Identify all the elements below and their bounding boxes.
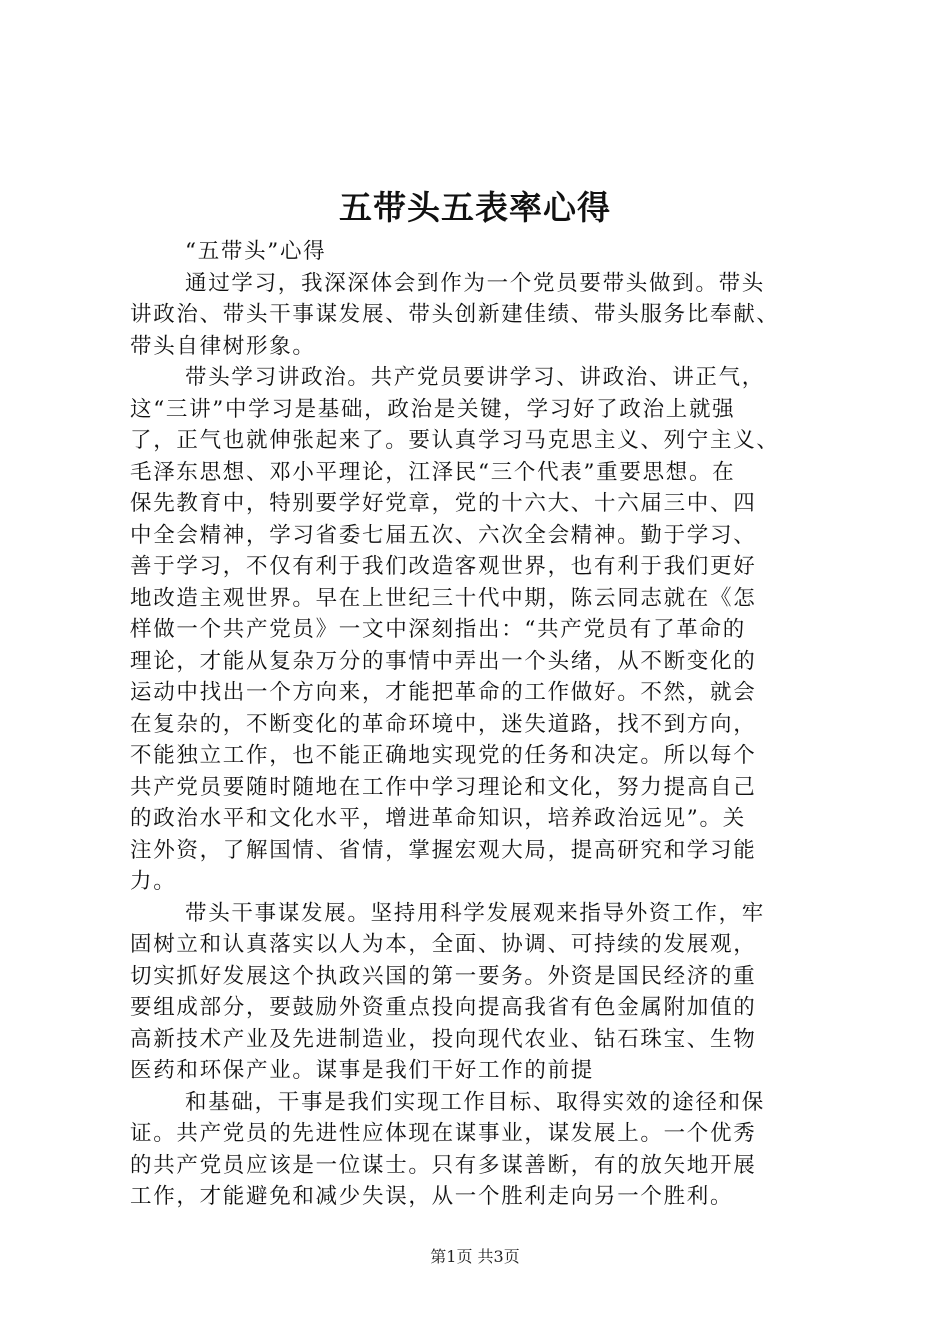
body-line: 保先教育中，特别要学好党章，党的十六大、十六届三中、四 bbox=[130, 491, 757, 516]
body-line: 带头干事谋发展。坚持用科学发展观来指导外资工作，牢 bbox=[185, 900, 766, 926]
body-line: 讲政治、带头干事谋发展、带头创新建佳绩、带头服务比奉献、 bbox=[130, 302, 780, 327]
body-line: 的共产党员应该是一位谋士。只有多谋善断，有的放矢地开展 bbox=[130, 1152, 757, 1178]
body-line: 善于学习，不仅有利于我们改造客观世界，也有利于我们更好 bbox=[130, 554, 757, 579]
body-line: 工作，才能避免和减少失误，从一个胜利走向另一个胜利。 bbox=[130, 1184, 734, 1209]
body-line: 在复杂的，不断变化的革命环境中，迷失道路，找不到方向， bbox=[130, 711, 757, 737]
body-line: “五带头”心得 bbox=[185, 239, 327, 264]
body-line: 证。共产党员的先进性应体现在谋事业，谋发展上。一个优秀 bbox=[130, 1121, 757, 1146]
body-line: 共产党员要随时随地在工作中学习理论和文化，努力提高自己 bbox=[130, 774, 757, 800]
body-line: 运动中找出一个方向来，才能把革命的工作做好。不然，就会 bbox=[130, 680, 757, 705]
body-line: 带头学习讲政治。共产党员要讲学习、讲政治、讲正气， bbox=[185, 365, 766, 390]
body-line: 医药和环保产业。谋事是我们干好工作的前提 bbox=[130, 1058, 595, 1083]
document-title: 五带头五表率心得 bbox=[339, 188, 611, 227]
body-line: 要组成部分，要鼓励外资重点投向提高我省有色金属附加值的 bbox=[130, 995, 757, 1020]
body-line: 固树立和认真落实以人为本，全面、协调、可持续的发展观， bbox=[130, 932, 757, 957]
page-footer: 第1页 共3页 bbox=[430, 1247, 520, 1266]
body-line: 了，正气也就伸张起来了。要认真学习马克思主义、列宁主义、 bbox=[130, 428, 780, 453]
body-line: 毛泽东思想、邓小平理论，江泽民“三个代表”重要思想。在 bbox=[130, 459, 736, 485]
body-line: 带头自律树形象。 bbox=[130, 333, 316, 359]
body-line: 这“三讲”中学习是基础，政治是关键，学习好了政治上就强 bbox=[130, 396, 736, 422]
document-body bbox=[130, 236, 830, 1213]
body-line: 注外资，了解国情、省情，掌握宏观大局，提高研究和学习能 bbox=[130, 837, 757, 863]
body-line: 切实抓好发展这个执政兴国的第一要务。外资是国民经济的重 bbox=[130, 963, 757, 989]
body-line: 的政治水平和文化水平，增进革命知识，培养政治远见”。关 bbox=[130, 806, 746, 831]
body-line: 和基础，干事是我们实现工作目标、取得实效的途径和保 bbox=[185, 1089, 766, 1115]
body-line: 通过学习，我深深体会到作为一个党员要带头做到。带头 bbox=[185, 270, 766, 296]
body-line: 高新技术产业及先进制造业，投向现代农业、钻石珠宝、生物 bbox=[130, 1026, 757, 1052]
body-line: 力。 bbox=[130, 869, 177, 894]
body-line: 理论，才能从复杂万分的事情中弄出一个头绪，从不断变化的 bbox=[130, 648, 757, 674]
body-line: 中全会精神，学习省委七届五次、六次全会精神。勤于学习、 bbox=[130, 522, 757, 548]
body-line: 地改造主观世界。早在上世纪三十代中期，陈云同志就在《怎 bbox=[130, 585, 757, 611]
body-line: 样做一个共产党员》一文中深刻指出：“共产党员有了革命的 bbox=[130, 617, 746, 642]
body-line: 不能独立工作，也不能正确地实现党的任务和决定。所以每个 bbox=[130, 743, 757, 768]
